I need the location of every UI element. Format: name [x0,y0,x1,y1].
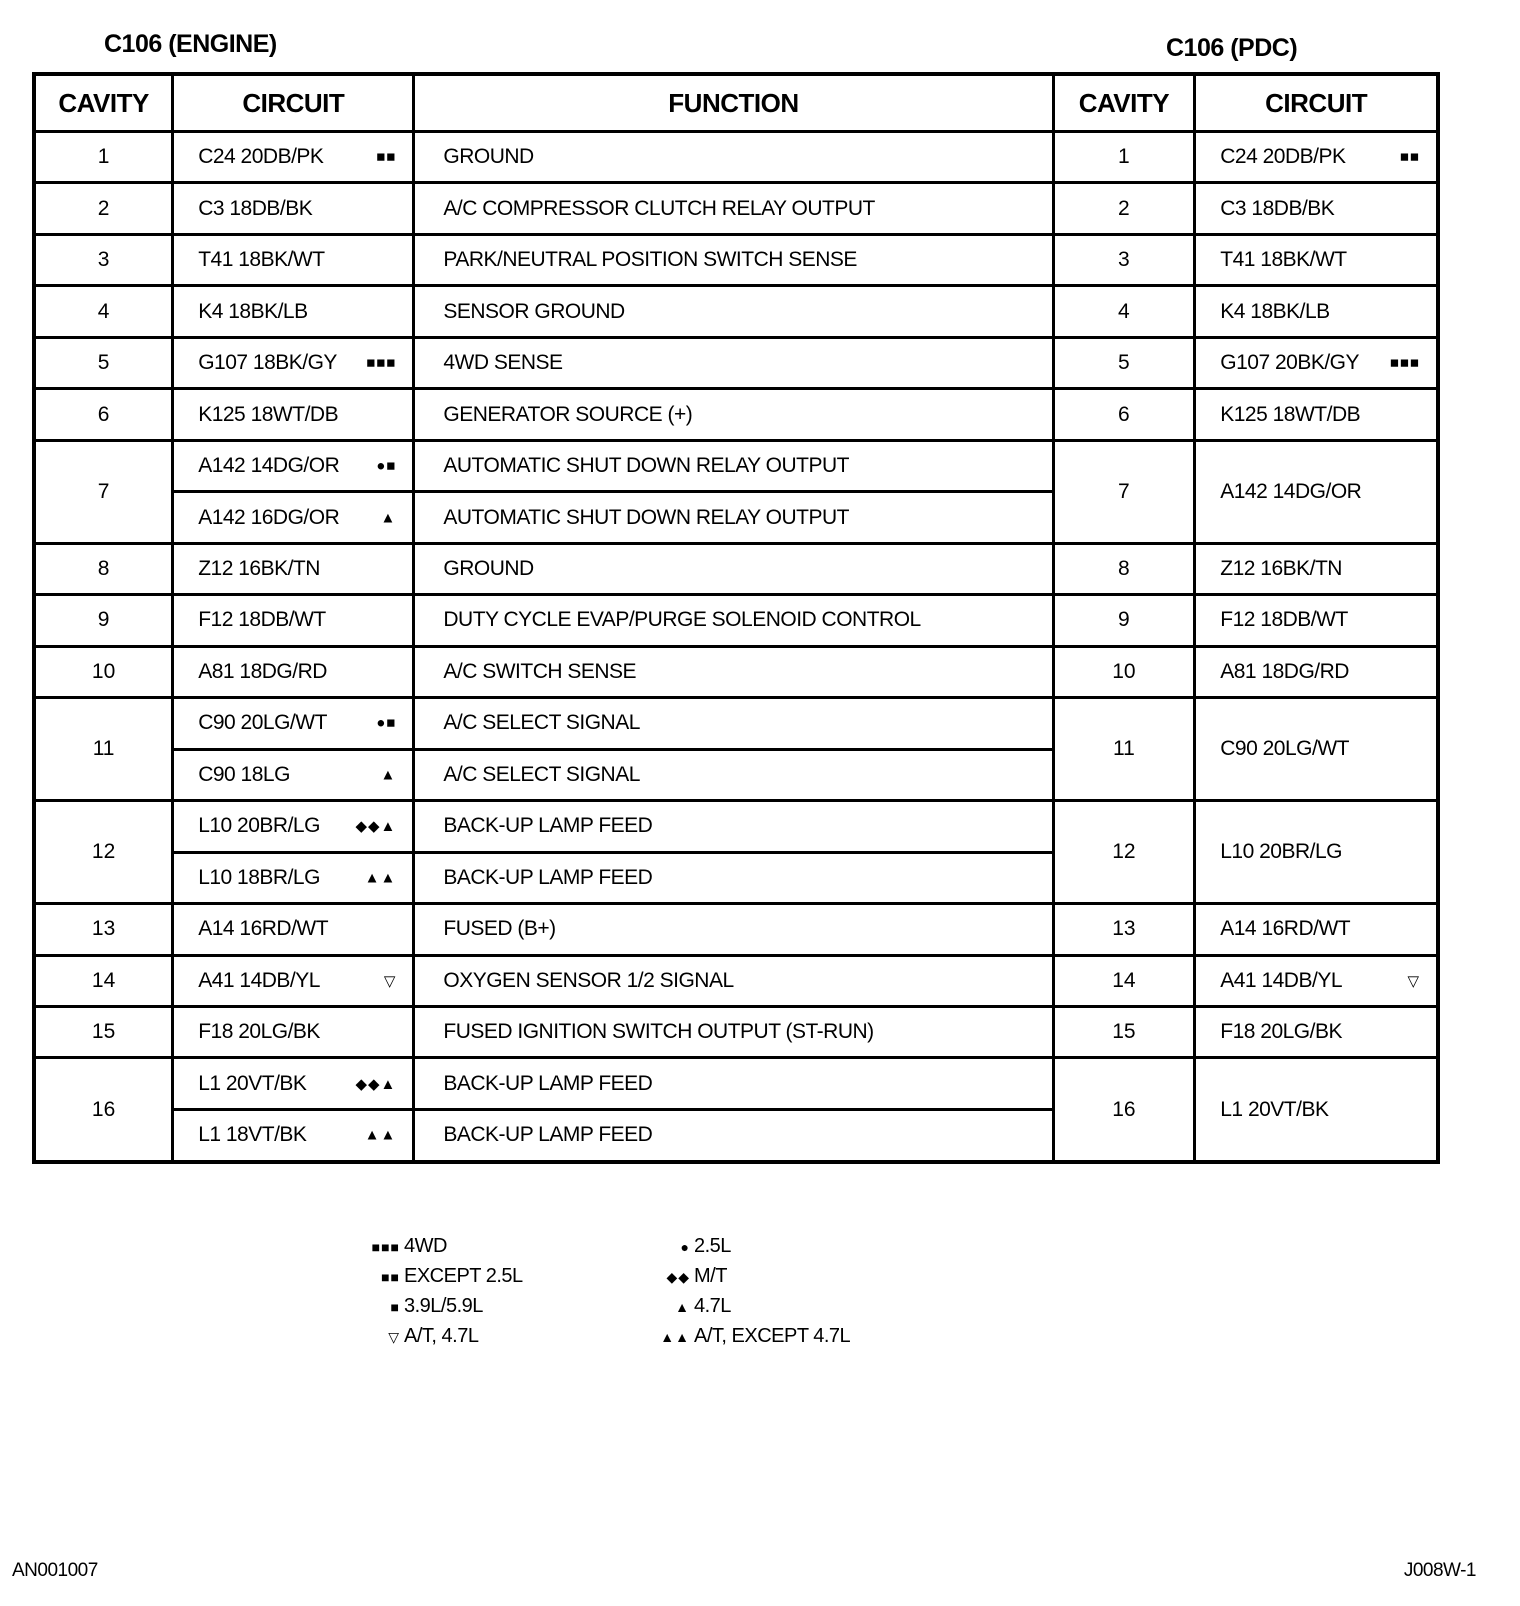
circuit-label: A14 16RD/WT [198,917,329,941]
engine-circuit-cell [173,852,414,903]
pdc-circuit-header: CIRCUIT [1195,74,1438,132]
circuit-label: C90 18LG [198,762,290,786]
cavity-number: 5 [1118,351,1130,375]
cavity-number: 15 [1112,1020,1136,1044]
pdc-circuit-cell [1195,183,1438,234]
circuit-label: T41 18BK/WT [1220,248,1347,272]
pdc-circuit-cell [1195,286,1438,337]
engine-circuit-cell [173,132,414,183]
cavity-number: 6 [97,402,110,426]
function-label: BACK-UP LAMP FEED [443,814,653,838]
table-row [34,646,1438,697]
engine-circuit-cell [173,1006,414,1057]
engine-circuit-cell [173,286,414,337]
legend-right [660,1232,850,1352]
circuit-label: L10 18BR/LG [198,865,320,889]
function-label: BACK-UP LAMP FEED [443,1071,653,1095]
circuit-label: L10 20BR/LG [1220,840,1343,864]
pdc-circuit-cell [1195,1058,1438,1162]
engine-circuit-cell [173,440,414,491]
engine-cavity-cell [34,904,173,955]
legend-left [350,1232,523,1352]
cavity-number: 3 [1118,248,1130,272]
pdc-circuit-cell [1195,646,1438,697]
legend-symbol: ▲▲ [660,1329,690,1345]
circuit-label: C24 20DB/PK [198,145,324,169]
pdc-cavity-cell [1053,337,1195,388]
legend-symbol: ■■ [381,1269,400,1285]
function-cell [414,1109,1053,1162]
legend-label: A/T, 4.7L [404,1325,479,1347]
circuit-label: L1 20VT/BK [198,1071,307,1095]
engine-cavity-cell [34,1058,173,1162]
cavity-number: 3 [97,248,110,272]
table-row [34,698,1438,749]
option-symbol: ◆◆▲ [355,818,397,836]
engine-cavity-cell [34,698,173,801]
circuit-label: A81 18DG/RD [1220,659,1349,683]
circuit-label: A14 16RD/WT [1220,917,1351,941]
function-cell [414,646,1053,697]
engine-cavity-cell [34,543,173,594]
pdc-cavity-cell [1053,698,1195,801]
engine-cavity-cell [34,132,173,183]
pdc-cavity-cell [1053,1058,1195,1162]
cavity-number: 10 [91,659,116,683]
cavity-number: 5 [97,351,110,375]
table-row [34,132,1438,183]
circuit-label: C90 20LG/WT [198,711,327,735]
pdc-cavity-cell [1053,132,1195,183]
function-cell [414,543,1053,594]
circuit-label: Z12 16BK/TN [198,556,320,580]
option-symbol: ▽ [383,972,397,990]
pdc-cavity-cell [1053,595,1195,646]
table-row [34,543,1438,594]
engine-circuit-cell [173,543,414,594]
figure-id-left: AN001007 [12,1560,98,1581]
function-cell [414,337,1053,388]
engine-cavity-cell [34,234,173,285]
engine-circuit-cell [173,904,414,955]
legend-label: 3.9L/5.9L [404,1295,483,1317]
function-cell [414,1006,1053,1057]
legend-item [660,1262,850,1292]
function-cell [414,389,1053,440]
pdc-circuit-cell [1195,234,1438,285]
connector-pinout-table [32,72,1440,1164]
function-label: BACK-UP LAMP FEED [443,1123,653,1147]
circuit-label: Z12 16BK/TN [1220,556,1342,580]
table-row [34,183,1438,234]
function-label: DUTY CYCLE EVAP/PURGE SOLENOID CONTROL [443,608,921,632]
circuit-label: C24 20DB/PK [1220,145,1346,169]
legend-label: A/T, EXCEPT 4.7L [694,1325,851,1347]
table-header-row [34,74,1438,132]
engine-cavity-cell [34,595,173,646]
pdc-circuit-cell [1195,1006,1438,1057]
circuit-label: A142 14DG/OR [1220,479,1362,503]
legend-symbol: ■ [390,1299,400,1315]
function-cell [414,132,1053,183]
pdc-circuit-cell [1195,904,1438,955]
option-symbol: ▽ [1407,972,1420,990]
circuit-label: C90 20LG/WT [1220,737,1349,761]
function-cell [414,698,1053,749]
function-label: 4WD SENSE [443,351,563,375]
engine-circuit-cell [173,955,414,1006]
option-symbol: ●■ [376,457,397,475]
cavity-number: 1 [1118,145,1130,169]
table-row [34,904,1438,955]
engine-cavity-cell [34,183,173,234]
function-label: A/C COMPRESSOR CLUTCH RELAY OUTPUT [443,196,875,220]
cavity-number: 6 [1118,402,1130,426]
engine-circuit-cell [173,646,414,697]
cavity-number: 4 [1118,299,1130,323]
function-cell [414,749,1053,800]
pdc-cavity-cell [1053,543,1195,594]
legend-label: M/T [694,1265,727,1287]
table-row [34,955,1438,1006]
circuit-label: A142 16DG/OR [198,505,340,529]
engine-cavity-cell [34,1006,173,1057]
legend-item [350,1292,523,1322]
pdc-circuit-cell [1195,132,1438,183]
cavity-number: 2 [97,196,110,220]
option-symbol: ◆◆▲ [355,1075,397,1093]
cavity-number: 12 [91,840,116,864]
pdc-cavity-cell [1053,646,1195,697]
cavity-number: 14 [91,968,116,992]
table-row [34,595,1438,646]
cavity-number: 9 [97,608,110,632]
cavity-number: 1 [97,145,110,169]
option-symbol: ■■■ [1389,354,1420,372]
function-cell [414,492,1053,543]
function-cell [414,801,1053,852]
cavity-number: 10 [1112,659,1136,683]
pdc-cavity-cell [1053,904,1195,955]
pdc-circuit-cell [1195,337,1438,388]
legend-symbol: ◆◆ [666,1269,690,1285]
engine-cavity-cell [34,646,173,697]
cavity-number: 13 [91,917,116,941]
pdc-circuit-cell [1195,543,1438,594]
pdc-connector-title: C106 (PDC) [1166,34,1298,62]
engine-circuit-cell [173,337,414,388]
circuit-label: K125 18WT/DB [1220,402,1361,426]
function-cell [414,595,1053,646]
function-label: A/C SELECT SIGNAL [443,762,640,786]
function-label: FUSED IGNITION SWITCH OUTPUT (ST-RUN) [443,1020,874,1044]
function-label: PARK/NEUTRAL POSITION SWITCH SENSE [443,248,857,272]
legend-item [660,1232,850,1262]
pdc-circuit-cell [1195,801,1438,904]
circuit-label: A142 14DG/OR [198,454,340,478]
function-label: A/C SWITCH SENSE [443,659,637,683]
circuit-label: G107 18BK/GY [198,351,337,375]
option-symbol: ▲ [380,766,397,784]
cavity-number: 16 [1112,1097,1136,1121]
circuit-label: L1 20VT/BK [1220,1097,1329,1121]
pdc-cavity-cell [1053,1006,1195,1057]
function-label: OXYGEN SENSOR 1/2 SIGNAL [443,968,734,992]
circuit-label: F12 18DB/WT [198,608,326,632]
legend-label: EXCEPT 2.5L [404,1265,523,1287]
cavity-number: 15 [91,1020,116,1044]
pdc-cavity-cell [1053,801,1195,904]
circuit-label: T41 18BK/WT [198,248,325,272]
circuit-label: F18 20LG/BK [198,1020,320,1044]
function-label: AUTOMATIC SHUT DOWN RELAY OUTPUT [443,505,849,529]
engine-circuit-cell [173,1058,414,1109]
legend-symbol: ▽ [388,1329,400,1345]
engine-cavity-header: CAVITY [34,74,173,132]
legend-label: 4.7L [694,1295,731,1317]
circuit-label: K4 18BK/LB [1220,299,1330,323]
legend-item [660,1322,850,1352]
option-symbol: ▲▲ [364,869,397,887]
pdc-cavity-cell [1053,389,1195,440]
table-body [34,132,1438,1163]
cavity-number: 7 [97,479,110,503]
pdc-cavity-cell [1053,955,1195,1006]
engine-circuit-cell [173,1109,414,1162]
option-symbol: ■■ [1399,148,1420,166]
table-row [34,1058,1438,1109]
table-row [34,389,1438,440]
engine-circuit-cell [173,492,414,543]
table-row [34,234,1438,285]
engine-circuit-cell [173,595,414,646]
engine-circuit-cell [173,698,414,749]
engine-cavity-cell [34,801,173,904]
legend-item [350,1232,523,1262]
legend-label: 2.5L [694,1235,731,1257]
function-label: GENERATOR SOURCE (+) [443,402,693,426]
circuit-label: L1 18VT/BK [198,1123,307,1147]
pdc-cavity-cell [1053,234,1195,285]
engine-cavity-cell [34,955,173,1006]
function-cell [414,852,1053,903]
table-row [34,286,1438,337]
cavity-number: 4 [97,299,110,323]
engine-cavity-cell [34,389,173,440]
function-header: FUNCTION [414,74,1053,132]
table-row [34,337,1438,388]
option-symbol: ●■ [376,714,397,732]
function-cell [414,234,1053,285]
pdc-circuit-cell [1195,595,1438,646]
engine-connector-title: C106 (ENGINE) [104,30,277,58]
engine-circuit-header: CIRCUIT [173,74,414,132]
function-cell [414,183,1053,234]
function-label: GROUND [443,145,534,169]
pdc-circuit-cell [1195,955,1438,1006]
legend-label: 4WD [404,1235,447,1257]
circuit-label: A41 14DB/YL [1220,968,1343,992]
function-label: SENSOR GROUND [443,299,625,323]
cavity-number: 11 [1112,737,1135,761]
option-symbol: ■■■ [366,354,397,372]
circuit-label: F12 18DB/WT [1220,608,1348,632]
cavity-number: 9 [1118,608,1130,632]
legend-symbol: ● [680,1239,690,1255]
pdc-cavity-cell [1053,183,1195,234]
pdc-cavity-header: CAVITY [1053,74,1195,132]
legend-item [350,1322,523,1352]
circuit-label: C3 18DB/BK [198,196,313,220]
function-label: GROUND [443,556,534,580]
legend-item [350,1262,523,1292]
cavity-number: 16 [91,1097,116,1121]
circuit-label: A41 14DB/YL [198,968,320,992]
table-row [34,440,1438,491]
option-symbol: ▲▲ [364,1126,397,1144]
engine-cavity-cell [34,440,173,543]
engine-circuit-cell [173,749,414,800]
cavity-number: 2 [1118,196,1130,220]
engine-circuit-cell [173,389,414,440]
circuit-label: L10 20BR/LG [198,814,320,838]
engine-circuit-cell [173,801,414,852]
cavity-number: 7 [1118,479,1130,503]
cavity-number: 8 [97,556,110,580]
circuit-label: A81 18DG/RD [198,659,327,683]
table-row [34,801,1438,852]
pdc-circuit-cell [1195,389,1438,440]
pdc-circuit-cell [1195,698,1438,801]
cavity-number: 14 [1112,968,1136,992]
engine-circuit-cell [173,183,414,234]
legend-item [660,1292,850,1322]
function-label: AUTOMATIC SHUT DOWN RELAY OUTPUT [443,454,849,478]
cavity-number: 11 [92,737,115,761]
function-label: BACK-UP LAMP FEED [443,865,653,889]
engine-cavity-cell [34,286,173,337]
pdc-cavity-cell [1053,440,1195,543]
circuit-label: G107 20BK/GY [1220,351,1360,375]
function-cell [414,904,1053,955]
engine-circuit-cell [173,234,414,285]
option-symbol: ■■ [376,148,397,166]
function-cell [414,286,1053,337]
legend-symbol: ▲ [675,1299,690,1315]
function-cell [414,1058,1053,1109]
pdc-cavity-cell [1053,286,1195,337]
circuit-label: F18 20LG/BK [1220,1020,1342,1044]
cavity-number: 12 [1112,840,1136,864]
pdc-circuit-cell [1195,440,1438,543]
circuit-label: C3 18DB/BK [1220,196,1335,220]
engine-cavity-cell [34,337,173,388]
figure-id-right: J008W-1 [1403,1560,1476,1581]
cavity-number: 13 [1112,917,1136,941]
function-cell [414,440,1053,491]
option-symbol: ▲ [380,509,397,527]
legend-symbol: ■■■ [371,1239,400,1255]
function-cell [414,955,1053,1006]
function-label: FUSED (B+) [443,917,556,941]
circuit-label: K4 18BK/LB [198,299,308,323]
circuit-label: K125 18WT/DB [198,402,339,426]
cavity-number: 8 [1118,556,1130,580]
table-row [34,1006,1438,1057]
function-label: A/C SELECT SIGNAL [443,711,640,735]
